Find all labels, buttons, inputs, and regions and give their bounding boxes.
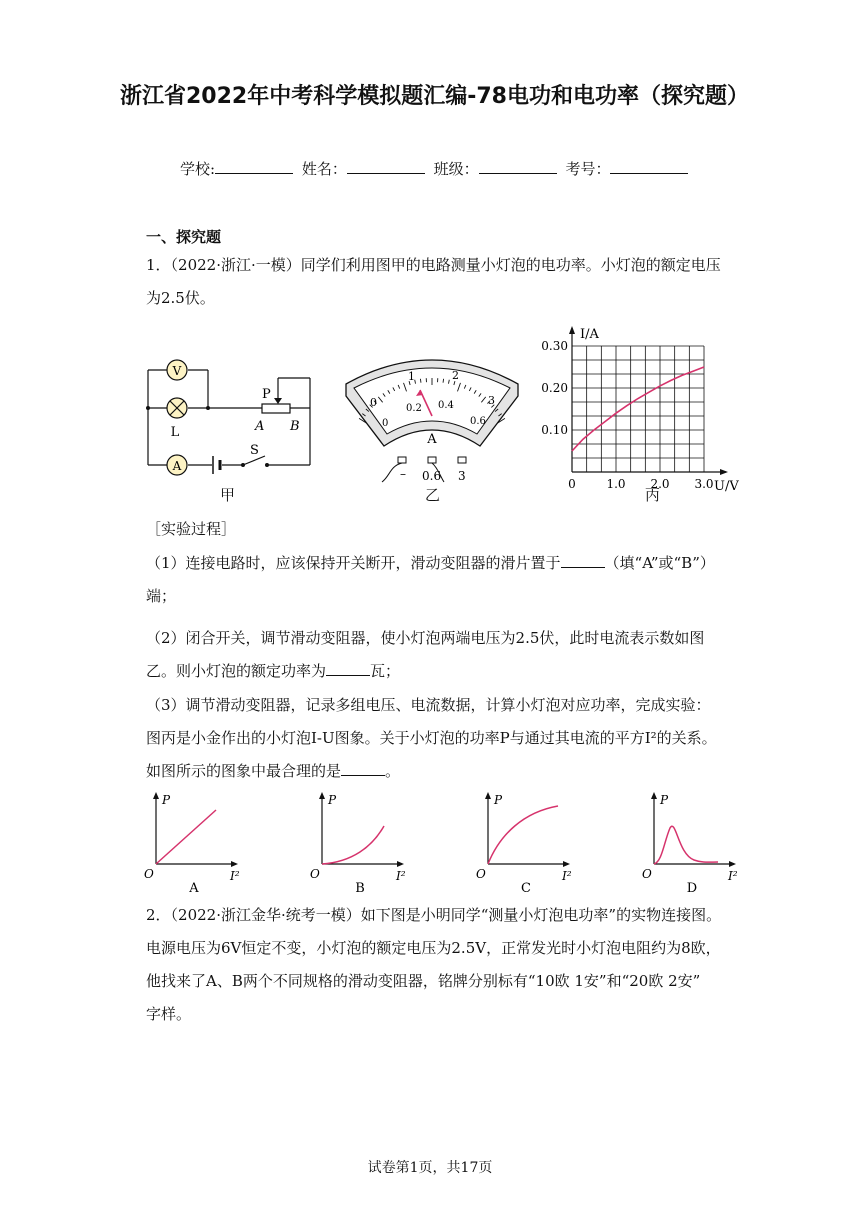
x-tick-label: 2.0 [650,477,670,491]
option-graph-c[interactable] [476,788,580,898]
option-label: B [355,881,365,896]
terminals [398,457,466,463]
option-curve [156,810,216,864]
svg-text:1: 1 [408,370,415,383]
svg-text:0: 0 [370,396,377,409]
slider-label: P [262,387,271,402]
y-axis-arrow [569,326,575,334]
part1-line1 [146,552,715,573]
part2-answer-blank[interactable] [326,661,370,676]
class-blank[interactable] [479,159,557,174]
option-label: A [189,881,199,896]
svg-text:0.4: 0.4 [438,400,454,411]
process-heading: ［实验过程］ [146,520,237,538]
svg-text:0: 0 [382,418,389,429]
q2-line4: 字样。 [146,1005,192,1023]
q2-line3: 他找来了A、B两个不同规格的滑动变阻器，铭牌分别标有“10欧 1安”和“20欧 2安” [146,972,701,990]
x-axis-arrow [729,861,736,867]
option-label: C [521,881,531,896]
iu-curve-line [572,367,704,451]
origin-label: O [144,867,154,881]
ammeter-dial-yi [340,346,525,486]
q2-line1: 2．（2022·浙江金华·统考一模）如下图是小明同学“测量小灯泡电功率”的实物连接图。 [146,906,722,924]
x-axis-label: U/V [714,479,739,494]
part1-answer-blank[interactable] [561,553,605,568]
part3-line2: 图丙是小金作出的小灯泡I-U图象。关于小灯泡的功率P与通过其电流的平方I²的关系。 [146,729,717,747]
circuit-diagram-jia [140,350,320,473]
y-axis-label: P [162,793,171,807]
svg-text:0.2: 0.2 [406,403,422,414]
q2-line2: 电源电压为6V恒定不变，小灯泡的额定电压为2.5V，正常发光时小灯泡电阻约为8欧， [146,939,721,957]
page-title: 浙江省2022年中考科学模拟题汇编-78电功和电功率（探究题） [120,84,749,109]
part2-text-b: 乙。则小灯泡的额定功率为 [146,662,327,680]
option-curve [322,826,384,864]
part3-line1: （3）调节滑动变阻器，记录多组电压、电流数据，计算小灯泡对应功率，完成实验： [146,696,711,714]
option-curve [654,826,718,864]
y-axis-label: P [660,793,669,807]
y-axis-label: P [494,793,503,807]
y-axis-arrow [485,792,491,799]
part2-line2 [146,660,400,681]
svg-text:V: V [172,364,182,378]
svg-text:A: A [172,459,182,473]
dial-unit: A [427,432,437,447]
part1-text-c: 端； [146,587,177,605]
svg-text:0.6: 0.6 [422,469,442,483]
part3-answer-blank[interactable] [341,761,385,776]
x-axis-arrow [563,861,570,867]
end-b-label: B [290,419,300,434]
lamp-symbol [167,398,187,418]
y-axis-label: I/A [580,327,599,342]
part3-line3 [146,760,400,781]
x-tick-label: 3.0 [694,477,714,491]
figure-caption-bing: 丙 [645,486,661,504]
origin-label: O [642,867,652,881]
y-tick-label: 0.30 [541,339,568,353]
page-footer: 试卷第1页，共17页 [367,1160,493,1176]
option-graph-d[interactable] [642,788,746,898]
part3-text-c: 如图所示的图象中最合理的是 [146,762,342,780]
q1-stem-line1: 1．（2022·浙江·一模）同学们利用图甲的电路测量小灯泡的电功率。小灯泡的额定电压 [146,256,721,274]
figure-caption-jia: 甲 [220,486,236,504]
x-axis-arrow [720,469,728,475]
school-label: 学校: [180,160,216,178]
origin-label: O [310,867,320,881]
y-tick-label: 0.10 [541,423,568,437]
svg-text:–: – [400,467,406,481]
svg-text:3: 3 [488,394,495,407]
class-label: 班级： [433,160,479,178]
option-curve [488,806,558,864]
svg-text:0.6: 0.6 [470,416,486,427]
student-info-line [180,158,692,179]
exam-number-label: 考号： [565,160,611,178]
section-title: 一、探究题 [146,228,222,246]
q1-stem-line2: 为2.5伏。 [146,289,215,307]
switch-label: S [250,443,259,458]
school-blank[interactable] [215,159,293,174]
name-blank[interactable] [347,159,425,174]
x-axis-label: I² [562,869,572,883]
end-a-label: A [255,419,265,434]
y-axis-arrow [651,792,657,799]
option-graph-a[interactable] [144,788,248,898]
x-tick-label: 1.0 [606,477,626,491]
dial-tick [443,379,444,383]
part1-text-a: （1）连接电路时，应该保持开关断开，滑动变阻器的滑片置于 [146,554,561,572]
name-label: 姓名： [301,160,347,178]
svg-text:3: 3 [458,469,466,483]
origin-label: O [476,867,486,881]
part2-line1: （2）闭合开关，调节滑动变阻器，使小灯泡两端电压为2.5伏，此时电流表示数如图 [146,629,705,647]
y-axis-arrow [319,792,325,799]
x-axis-label: I² [396,869,406,883]
part1-text-b: （填“A”或“B”） [604,554,715,572]
option-graph-b[interactable] [310,788,414,898]
voltmeter-symbol [167,360,187,380]
x-tick-label: 0 [568,477,576,491]
figure-caption-yi: 乙 [425,486,441,504]
x-axis-arrow [397,861,404,867]
x-axis-arrow [231,861,238,867]
exam-number-blank[interactable] [610,159,688,174]
svg-text:2: 2 [452,369,459,382]
y-axis-arrow [153,792,159,799]
x-axis-label: I² [230,869,240,883]
y-axis-label: P [328,793,337,807]
y-tick-label: 0.20 [541,381,568,395]
iu-chart-bing [530,324,750,494]
lamp-label: L [170,425,180,440]
option-label: D [686,881,698,896]
x-axis-label: I² [728,869,738,883]
part2-text-c: 瓦； [370,662,401,680]
part3-text-d: 。 [385,762,401,780]
dial-tick [420,379,421,383]
ammeter-symbol [167,455,187,475]
